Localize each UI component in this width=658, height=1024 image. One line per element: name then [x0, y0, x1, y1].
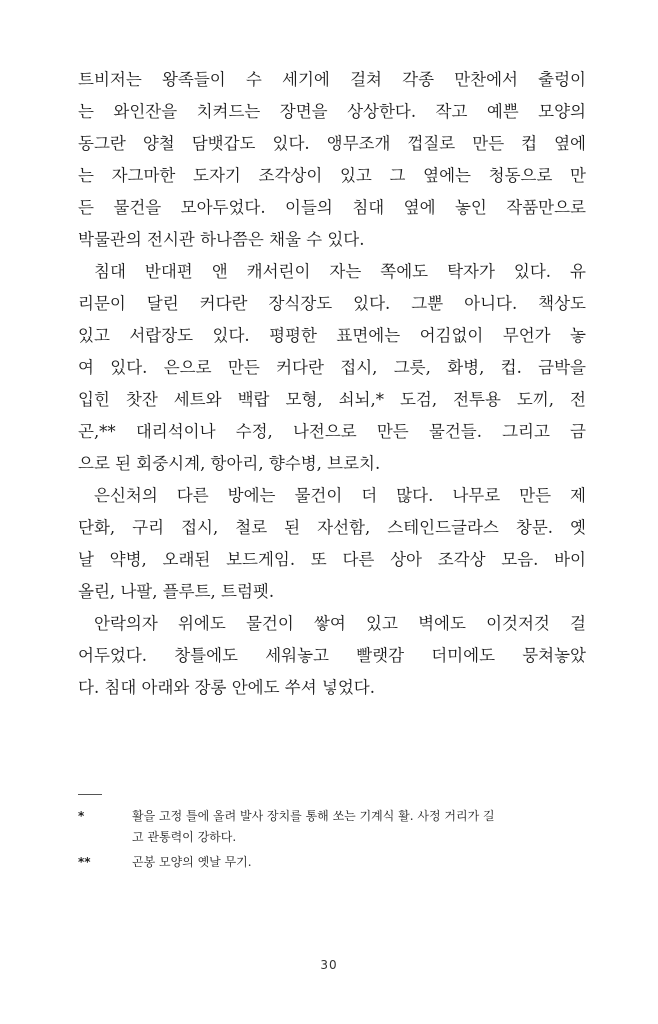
body-line: 올린, 나팔, 플루트, 트럼펫. [78, 582, 275, 601]
footnote-crossbow [78, 806, 586, 848]
body-line: 다. 침대 아래와 장롱 안에도 쑤셔 넣었다. [78, 678, 375, 697]
body-line: 박물관의 전시관 하나쯤은 채울 수 있다. [78, 230, 365, 249]
body-line: 여 있다. 은으로 만든 커다란 접시, 그릇, 화병, 컵. 금박을 [78, 358, 586, 377]
footnote-mace [78, 852, 586, 873]
page-number: 30 [320, 958, 338, 972]
footnote-mark: ** [78, 855, 91, 869]
body-line: 든 물건을 모아두었다. 이들의 침대 옆에 놓인 작품만으로 [78, 198, 586, 217]
body-line: 단화, 구리 접시, 철로 된 자선함, 스테인드글라스 창문. 옛 [78, 518, 586, 537]
body-line: 동그란 양철 담뱃갑도 있다. 앵무조개 껍질로 만든 컵 옆에 [78, 134, 586, 153]
body-text [78, 64, 586, 704]
body-line: 으로 된 회중시계, 항아리, 향수병, 브로치. [78, 454, 381, 473]
footnote-divider [78, 794, 102, 795]
body-line: 리문이 달린 커다란 장식장도 있다. 그뿐 아니다. 책상도 [78, 294, 586, 313]
body-line: 있고 서랍장도 있다. 평평한 표면에는 어김없이 무언가 놓 [78, 326, 586, 345]
body-line: 날 약병, 오래된 보드게임. 또 다른 상아 조각상 모음. 바이 [78, 550, 586, 569]
body-line: 입힌 찻잔 세트와 백랍 모형, 쇠뇌,* 도검, 전투용 도끼, 전 [78, 390, 586, 409]
body-line: 트비저는 왕족들이 수 세기에 걸쳐 각종 만찬에서 출렁이 [78, 70, 586, 89]
body-line: 침대 반대편 앤 캐서린이 자는 쪽에도 탁자가 있다. 유 [94, 262, 586, 281]
footnote-line: 활을 고정 틀에 올려 발사 장치를 통해 쏘는 기계식 활. 사정 거리가 길 [132, 809, 495, 823]
footnote-line: 곤봉 모양의 옛날 무기. [132, 855, 252, 869]
footnote-line: 고 관통력이 강하다. [132, 830, 237, 844]
body-line: 어두었다. 창틀에도 세워놓고 빨랫감 더미에도 뭉쳐놓았 [78, 646, 586, 665]
body-line: 안락의자 위에도 물건이 쌓여 있고 벽에도 이것저것 걸 [94, 614, 586, 633]
footnote-text [132, 806, 586, 848]
footnote-text [132, 852, 586, 873]
body-line: 은신처의 다른 방에는 물건이 더 많다. 나무로 만든 제 [94, 486, 586, 505]
body-line: 곤,** 대리석이나 수정, 나전으로 만든 물건들. 그리고 금 [78, 422, 586, 441]
body-line: 는 자그마한 도자기 조각상이 있고 그 옆에는 청동으로 만 [78, 166, 586, 185]
footnotes [78, 806, 586, 877]
footnote-mark: * [78, 809, 85, 823]
body-line: 는 와인잔을 치켜드는 장면을 상상한다. 작고 예쁜 모양의 [78, 102, 586, 121]
